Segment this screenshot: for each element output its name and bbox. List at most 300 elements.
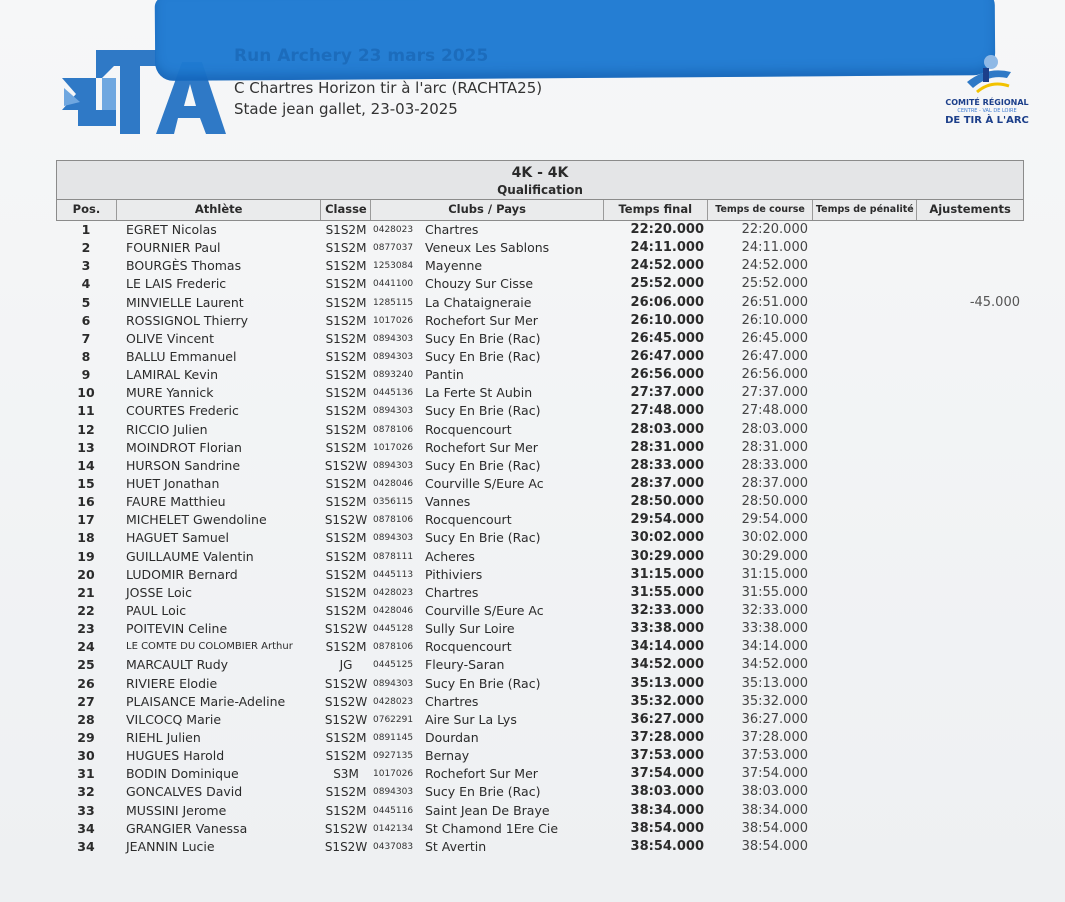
table-subtitle: Qualification	[497, 183, 583, 197]
cell-pos: 7	[81, 330, 91, 346]
cell-penalty-time	[814, 384, 918, 402]
cell-pos: 25	[77, 657, 95, 673]
table-row	[56, 584, 1024, 602]
cell-final-time: 38:03.000	[630, 784, 704, 800]
cell-course-time: 38:54.000	[741, 820, 808, 836]
cell-class: S1S2M	[325, 440, 367, 455]
club-name: Rochefort Sur Mer	[425, 312, 538, 328]
cell-penalty-time	[814, 475, 918, 493]
table-row	[56, 820, 1024, 838]
cell-club	[371, 693, 604, 711]
club-name: Sucy En Brie (Rac)	[425, 784, 541, 800]
cell-adjustment	[918, 275, 1024, 293]
cell-class: S1S2M	[325, 313, 367, 328]
cell-class: S3M	[333, 767, 359, 782]
cell-athlete: GONCALVES David	[126, 784, 243, 800]
cell-adjustment	[918, 239, 1024, 257]
cell-club	[371, 675, 604, 693]
cell-adjustment	[918, 493, 1024, 511]
cell-adjustment	[918, 675, 1024, 693]
cell-final-time: 26:45.000	[630, 330, 704, 346]
club-code: 0445113	[373, 569, 414, 580]
cell-adjustment: -45.000	[969, 294, 1020, 310]
cell-pos: 22	[77, 602, 95, 618]
cell-pos: 29	[77, 729, 95, 745]
cell-penalty-time	[814, 402, 918, 420]
cell-athlete: GRANGIER Vanessa	[126, 820, 248, 836]
cell-pos: 33	[77, 802, 95, 818]
table-row	[56, 711, 1024, 729]
cell-club	[371, 783, 604, 801]
competition-subtitle: C Chartres Horizon tir à l'arc (RACHTA25)	[234, 79, 543, 97]
cell-final-time: 22:20.000	[630, 222, 704, 237]
cell-pos: 21	[77, 584, 95, 600]
club-name: La Ferte St Aubin	[425, 385, 533, 401]
cell-pos: 14	[77, 457, 95, 473]
cell-course-time: 31:55.000	[741, 584, 808, 600]
cell-class: S1S2M	[325, 295, 367, 310]
cell-club	[371, 747, 604, 765]
club-name: Bernay	[425, 748, 470, 764]
cell-adjustment	[918, 457, 1024, 475]
club-name: Veneux Les Sablons	[425, 240, 550, 256]
cell-club	[371, 475, 604, 493]
cell-pos: 2	[81, 240, 91, 256]
cell-penalty-time	[814, 620, 918, 638]
cell-class: S1S2W	[324, 712, 368, 727]
cell-penalty-time	[814, 548, 918, 566]
cell-penalty-time	[814, 275, 918, 293]
cell-adjustment	[918, 475, 1024, 493]
cell-club	[371, 711, 604, 729]
cell-final-time: 38:54.000	[630, 838, 704, 854]
table-row	[56, 747, 1024, 765]
cell-final-time: 28:03.000	[630, 421, 704, 437]
col-header-penalty-time: Temps de pénalité	[813, 200, 917, 220]
cell-penalty-time	[814, 439, 918, 457]
club-name: St Avertin	[425, 838, 487, 854]
cell-club	[371, 493, 604, 511]
cell-class: S1S2M	[325, 476, 367, 491]
cell-penalty-time	[814, 783, 918, 801]
cell-pos: 8	[81, 348, 91, 364]
club-code: 0445128	[373, 624, 414, 635]
cell-penalty-time	[814, 493, 918, 511]
club-code: 0894303	[373, 460, 414, 471]
cell-pos: 15	[77, 475, 95, 491]
cell-penalty-time	[814, 602, 918, 620]
cell-course-time: 34:52.000	[741, 657, 808, 673]
event-title: Run Archery 23 mars 2025	[234, 46, 489, 66]
club-code: 0762291	[373, 714, 414, 725]
club-code: 0445136	[373, 388, 414, 399]
cell-final-time: 31:15.000	[630, 566, 704, 582]
cell-penalty-time	[814, 656, 918, 674]
cell-course-time: 26:56.000	[741, 367, 808, 383]
cell-course-time: 33:38.000	[741, 621, 808, 637]
club-code: 0894303	[373, 333, 414, 344]
cell-penalty-time	[814, 239, 918, 257]
club-code: 0878106	[373, 515, 414, 526]
club-code: 0894303	[373, 678, 414, 689]
cell-adjustment	[918, 802, 1024, 820]
club-name: Pithiviers	[425, 566, 483, 582]
cell-pos: 4	[81, 276, 91, 292]
cell-pos: 17	[77, 512, 95, 528]
cell-club	[371, 384, 604, 402]
club-name: Sucy En Brie (Rac)	[425, 530, 541, 546]
club-name: Sucy En Brie (Rac)	[425, 457, 541, 473]
table-body	[56, 221, 1024, 856]
cell-final-time: 34:52.000	[630, 657, 704, 673]
cell-athlete: GUILLAUME Valentin	[126, 548, 254, 564]
cell-final-time: 36:27.000	[630, 711, 704, 727]
cell-class: S1S2W	[324, 676, 368, 691]
cell-penalty-time	[814, 511, 918, 529]
club-name: Rochefort Sur Mer	[425, 766, 538, 782]
club-code: 0428023	[373, 587, 414, 598]
cell-course-time: 37:54.000	[741, 766, 808, 782]
cell-adjustment	[918, 384, 1024, 402]
cell-pos: 1	[81, 222, 91, 237]
cell-course-time: 31:15.000	[741, 566, 808, 582]
table-title: 4K - 4K	[511, 165, 569, 181]
table-row	[56, 275, 1024, 293]
cell-adjustment	[918, 439, 1024, 457]
column-headers	[56, 200, 1024, 221]
cell-club	[371, 566, 604, 584]
cell-course-time: 22:20.000	[741, 222, 808, 237]
club-name: Sucy En Brie (Rac)	[425, 675, 541, 691]
cell-class: S1S2M	[325, 549, 367, 564]
cell-final-time: 28:37.000	[630, 475, 704, 491]
cell-class: S1S2M	[325, 331, 367, 346]
cell-athlete: JOSSE Loic	[126, 584, 193, 600]
cell-class: S1S2M	[325, 386, 367, 401]
cell-course-time: 29:54.000	[741, 512, 808, 528]
cell-adjustment	[918, 330, 1024, 348]
table-row	[56, 729, 1024, 747]
club-name: Chouzy Sur Cisse	[425, 276, 534, 292]
cell-athlete: MARCAULT Rudy	[126, 657, 229, 673]
table-row	[56, 239, 1024, 257]
club-code: 0428023	[373, 696, 414, 707]
cell-class: S1S2W	[324, 458, 368, 473]
table-row	[56, 675, 1024, 693]
cell-final-time: 38:34.000	[630, 802, 704, 818]
cell-final-time: 29:54.000	[630, 512, 704, 528]
logo-line-2: CENTRE - VAL DE LOIRE	[957, 108, 1017, 114]
cell-club	[371, 584, 604, 602]
club-name: Mayenne	[425, 258, 483, 274]
club-name: Dourdan	[425, 729, 479, 745]
cell-club	[371, 348, 604, 366]
cell-adjustment	[918, 602, 1024, 620]
table-row	[56, 257, 1024, 275]
cell-club	[371, 239, 604, 257]
cell-final-time: 25:52.000	[630, 276, 704, 292]
cell-class: S1S2W	[324, 839, 368, 854]
cell-club	[371, 511, 604, 529]
col-header-course-time: Temps de course	[708, 200, 814, 220]
col-header-club: Clubs / Pays	[371, 200, 604, 220]
cell-penalty-time	[814, 802, 918, 820]
cell-class: S1S2M	[325, 277, 367, 292]
venue-date: Stade jean gallet, 23-03-2025	[234, 100, 458, 118]
col-header-adjustments: Ajustements	[929, 202, 1011, 216]
club-code: 0142134	[373, 823, 414, 834]
cell-final-time: 37:54.000	[630, 766, 704, 782]
table-row	[56, 221, 1024, 239]
cell-course-time: 26:45.000	[741, 330, 808, 346]
cell-class: S1S2M	[325, 803, 367, 818]
cell-adjustment	[918, 221, 1024, 239]
cell-athlete: FAURE Matthieu	[126, 494, 226, 510]
cell-class: S1S2M	[325, 404, 367, 419]
cell-club	[371, 820, 604, 838]
cell-club	[371, 294, 604, 312]
cell-athlete: LUDOMIR Bernard	[126, 566, 238, 582]
cell-pos: 10	[77, 385, 95, 401]
cell-class: JG	[339, 658, 353, 673]
cell-class: S1S2M	[325, 531, 367, 546]
cell-adjustment	[918, 747, 1024, 765]
cell-course-time: 32:33.000	[741, 602, 808, 618]
club-code: 0894303	[373, 406, 414, 417]
cell-adjustment	[918, 421, 1024, 439]
cell-final-time: 35:32.000	[630, 693, 704, 709]
cell-club	[371, 729, 604, 747]
cell-course-time: 25:52.000	[741, 276, 808, 292]
cell-final-time: 26:06.000	[630, 294, 704, 310]
club-name: Fleury-Saran	[425, 657, 505, 673]
cell-athlete: BALLU Emmanuel	[126, 348, 237, 364]
cell-class: S1S2M	[325, 603, 367, 618]
cell-athlete: MUSSINI Jerome	[126, 802, 227, 818]
cell-final-time: 38:54.000	[630, 820, 704, 836]
club-code: 1253084	[373, 261, 414, 272]
cell-adjustment	[918, 312, 1024, 330]
cell-final-time: 37:53.000	[630, 748, 704, 764]
club-code: 0927135	[373, 751, 414, 762]
cell-club	[371, 457, 604, 475]
cell-athlete: HUGUES Harold	[126, 748, 225, 764]
cell-penalty-time	[814, 566, 918, 584]
cell-club	[371, 221, 604, 239]
cell-club	[371, 765, 604, 783]
archer-icon	[957, 52, 1017, 98]
club-name: Sucy En Brie (Rac)	[425, 330, 541, 346]
cell-course-time: 28:33.000	[741, 457, 808, 473]
cell-athlete: RIEHL Julien	[126, 729, 201, 745]
cell-adjustment	[918, 620, 1024, 638]
cell-club	[371, 529, 604, 547]
cell-course-time: 35:13.000	[741, 675, 808, 691]
club-code: 1285115	[373, 297, 414, 308]
club-code: 0893240	[373, 370, 414, 381]
club-name: La Chataigneraie	[425, 294, 532, 310]
club-name: St Chamond 1Ere Cie	[425, 820, 559, 836]
club-code: 0445116	[373, 805, 414, 816]
cell-penalty-time	[814, 529, 918, 547]
cell-class: S1S2M	[325, 223, 367, 237]
cell-penalty-time	[814, 729, 918, 747]
cell-adjustment	[918, 729, 1024, 747]
cell-course-time: 28:31.000	[741, 439, 808, 455]
cell-penalty-time	[814, 294, 918, 312]
cell-class: S1S2M	[325, 749, 367, 764]
table-row	[56, 529, 1024, 547]
cell-pos: 11	[77, 403, 95, 419]
club-name: Chartres	[425, 693, 479, 709]
club-name: Rocquencourt	[425, 421, 512, 437]
cell-class: S1S2W	[324, 622, 368, 637]
cell-course-time: 27:37.000	[741, 385, 808, 401]
logo-line-3: DE TIR À L'ARC	[945, 115, 1029, 126]
cell-club	[371, 638, 604, 656]
cell-class: S1S2M	[325, 567, 367, 582]
club-code: 0437083	[373, 841, 414, 852]
cell-class: S1S2W	[324, 694, 368, 709]
club-code: 0878106	[373, 642, 414, 653]
table-row	[56, 493, 1024, 511]
cell-pos: 5	[81, 294, 91, 310]
cell-athlete: COURTES Frederic	[126, 403, 239, 419]
cell-final-time: 24:52.000	[630, 258, 704, 274]
cell-athlete: OLIVE Vincent	[126, 330, 214, 346]
cell-adjustment	[918, 257, 1024, 275]
club-name: Sucy En Brie (Rac)	[425, 348, 541, 364]
club-name: Vannes	[425, 494, 471, 510]
cell-club	[371, 366, 604, 384]
cell-final-time: 32:33.000	[630, 602, 704, 618]
cell-penalty-time	[814, 711, 918, 729]
cell-penalty-time	[814, 584, 918, 602]
cell-pos: 18	[77, 530, 95, 546]
cell-class: S1S2M	[325, 241, 367, 256]
club-code: 0356115	[373, 497, 414, 508]
club-code: 0894303	[373, 533, 414, 544]
table-row	[56, 475, 1024, 493]
cell-penalty-time	[814, 257, 918, 275]
cell-final-time: 28:33.000	[630, 457, 704, 473]
cell-athlete: VILCOCQ Marie	[126, 711, 222, 727]
cell-pos: 30	[77, 748, 95, 764]
cell-athlete: LE COMTE DU COLOMBIER Arthur	[126, 641, 293, 653]
cell-penalty-time	[814, 693, 918, 711]
cell-final-time: 26:56.000	[630, 367, 704, 383]
cell-final-time: 27:37.000	[630, 385, 704, 401]
table-row	[56, 439, 1024, 457]
cell-course-time: 28:03.000	[741, 421, 808, 437]
table-row	[56, 566, 1024, 584]
cell-adjustment	[918, 783, 1024, 801]
cell-penalty-time	[814, 820, 918, 838]
cell-penalty-time	[814, 366, 918, 384]
table-row	[56, 638, 1024, 656]
cell-athlete: HURSON Sandrine	[126, 457, 241, 473]
table-row	[56, 838, 1024, 856]
table-row	[56, 656, 1024, 674]
cell-class: S1S2M	[325, 368, 367, 383]
cell-course-time: 34:14.000	[741, 639, 808, 655]
table-row	[56, 348, 1024, 366]
cell-athlete: EGRET Nicolas	[126, 222, 217, 237]
cell-course-time: 28:50.000	[741, 494, 808, 510]
cell-adjustment	[918, 638, 1024, 656]
club-name: Pantin	[425, 367, 464, 383]
club-name: Chartres	[425, 222, 479, 237]
cell-pos: 23	[77, 621, 95, 637]
cell-club	[371, 275, 604, 293]
cell-club	[371, 421, 604, 439]
cell-class: S1S2M	[325, 730, 367, 745]
cell-adjustment	[918, 511, 1024, 529]
club-code: 0894303	[373, 351, 414, 362]
club-name: Sully Sur Loire	[425, 621, 515, 637]
cell-penalty-time	[814, 421, 918, 439]
cell-course-time: 35:32.000	[741, 693, 808, 709]
cell-penalty-time	[814, 638, 918, 656]
club-name: Rochefort Sur Mer	[425, 439, 538, 455]
cell-final-time: 31:55.000	[630, 584, 704, 600]
cell-athlete: PLAISANCE Marie-Adeline	[126, 693, 286, 709]
cell-adjustment	[918, 348, 1024, 366]
cell-final-time: 30:29.000	[630, 548, 704, 564]
cell-final-time: 34:14.000	[630, 639, 704, 655]
club-code: 0878106	[373, 424, 414, 435]
cell-athlete: MOINDROT Florian	[126, 439, 242, 455]
cell-club	[371, 402, 604, 420]
cell-club	[371, 548, 604, 566]
table-row	[56, 783, 1024, 801]
table-row	[56, 693, 1024, 711]
club-code: 1017026	[373, 442, 414, 453]
club-code: 0894303	[373, 787, 414, 798]
cell-pos: 16	[77, 494, 95, 510]
blue-tape-overlay	[155, 0, 996, 81]
club-code: 0428023	[373, 225, 414, 235]
table-row	[56, 330, 1024, 348]
club-code: 0445125	[373, 660, 414, 671]
table-row	[56, 602, 1024, 620]
cell-course-time: 38:34.000	[741, 802, 808, 818]
cell-final-time: 26:47.000	[630, 348, 704, 364]
table-row	[56, 366, 1024, 384]
table-row	[56, 765, 1024, 783]
cell-adjustment	[918, 820, 1024, 838]
cell-class: S1S2M	[325, 785, 367, 800]
cell-club	[371, 656, 604, 674]
cell-course-time: 36:27.000	[741, 711, 808, 727]
club-code: 0878111	[373, 551, 414, 562]
cell-pos: 31	[77, 766, 95, 782]
cell-penalty-time	[814, 675, 918, 693]
cell-athlete: ROSSIGNOL Thierry	[126, 312, 249, 328]
cell-course-time: 26:51.000	[741, 294, 808, 310]
cell-class: S1S2M	[325, 640, 367, 655]
cell-athlete: MINVIELLE Laurent	[126, 294, 244, 310]
logo-line-1: COMITÉ RÉGIONAL	[945, 98, 1029, 107]
cell-pos: 3	[81, 258, 91, 274]
club-code: 0441100	[373, 279, 414, 290]
cell-pos: 27	[77, 693, 95, 709]
club-code: 0877037	[373, 243, 414, 254]
cell-penalty-time	[814, 765, 918, 783]
cell-club	[371, 620, 604, 638]
club-name: Acheres	[425, 548, 475, 564]
cell-course-time: 26:10.000	[741, 312, 808, 328]
